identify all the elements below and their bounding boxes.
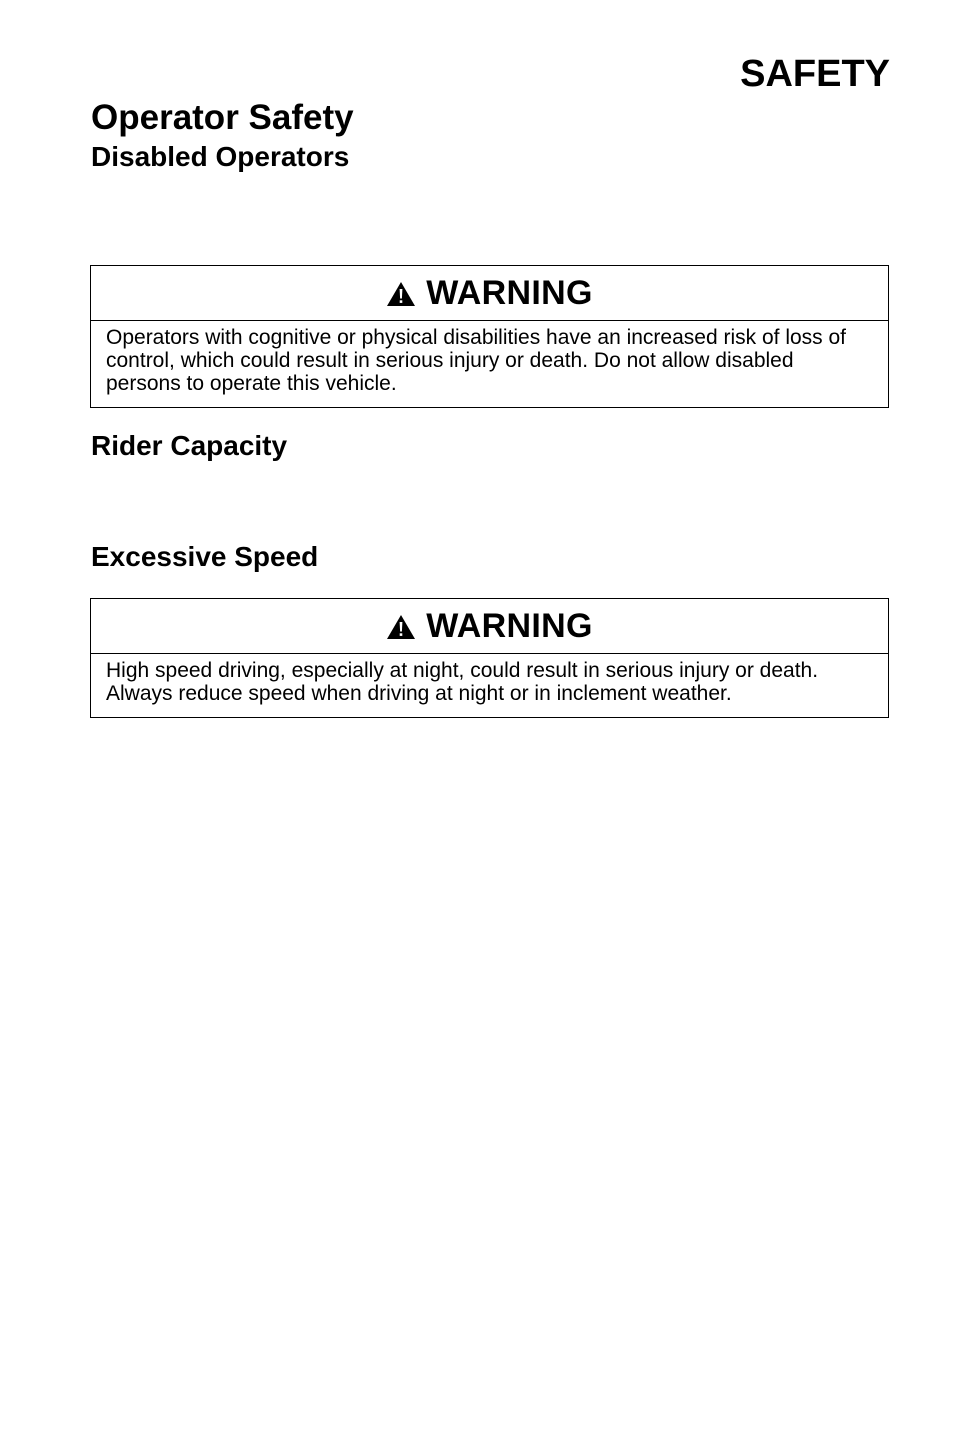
warning-header bbox=[91, 266, 888, 321]
warning-box-disabled-operators bbox=[90, 265, 889, 408]
subheading-excessive-speed: Excessive Speed bbox=[91, 541, 319, 572]
warning-text: Operators with cognitive or physical disabilities have an increased risk of loss of control, which could result in serious injury or death. Do not allow disabled persons to operate this vehicle. bbox=[106, 326, 847, 395]
warning-triangle-icon bbox=[386, 281, 416, 307]
subheading-rider-capacity: Rider Capacity bbox=[91, 430, 288, 461]
subheading-disabled-operators: Disabled Operators bbox=[91, 141, 350, 172]
warning-label: WARNING bbox=[426, 274, 593, 312]
warning-text: High speed driving, especially at night, could result in serious injury or death. Always reduce speed when driving at night or in inclement weather. bbox=[106, 659, 819, 705]
warning-triangle-icon bbox=[386, 614, 416, 640]
warning-label: WARNING bbox=[426, 607, 593, 645]
page-title: Operator Safety bbox=[91, 98, 354, 137]
section-title: SAFETY bbox=[740, 53, 890, 95]
warning-box-excessive-speed bbox=[90, 598, 889, 718]
warning-header bbox=[91, 599, 888, 654]
